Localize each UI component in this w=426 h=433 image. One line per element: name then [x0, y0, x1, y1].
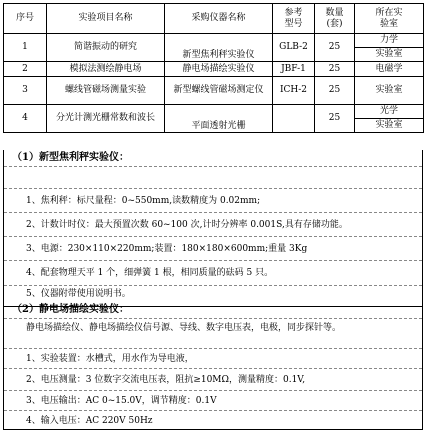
- row-model: GLB-2: [273, 34, 315, 62]
- spec-line: 4、配套物理天平 1 个，细弹簧 1 根，相同质量的砝码 5 只。: [4, 261, 422, 286]
- row-model: JBF-1: [273, 62, 315, 77]
- row-qty: 25: [315, 62, 355, 77]
- spec-line: 5、仪器附带使用说明书。: [26, 289, 131, 299]
- row-project: 分光计测光栅常数和波长: [47, 105, 165, 133]
- header-lab: 所在实 验室: [355, 4, 424, 34]
- header-instrument: 采购仪器名称: [165, 4, 273, 34]
- row-instrument: 新型焦利秤实验仪: [165, 34, 273, 62]
- row-qty: 25: [315, 34, 355, 62]
- row-qty: 25: [315, 105, 355, 133]
- spec-line: 2、电压测量：3 位数字交流电压表，阻抗≥10MΩ，测量精度：0.1V,: [4, 369, 422, 391]
- table-row: [4, 105, 424, 119]
- row-instrument: 静电场描绘实验仪: [165, 62, 273, 77]
- spec-line: 2、计数计时仪：最大预置次数 60~100 次,计时分辨率 0.001S,具有存储功能。: [4, 213, 422, 237]
- header-model: 参考 型号: [273, 4, 315, 34]
- row-no: 1: [4, 34, 47, 62]
- row-model: ICH-2: [273, 77, 315, 105]
- row-lab-a: 电磁学: [355, 62, 424, 77]
- row-no: 4: [4, 105, 47, 133]
- row-lab-b: 实验室: [355, 119, 424, 133]
- section-intro: 静电场描绘仪、静电场描绘仪信号源、导线、数字电压表，电极，同步探针等。: [4, 319, 422, 349]
- row-lab-a: 力学: [355, 34, 424, 48]
- header-qty: 数量 (套): [315, 4, 355, 34]
- row-instrument: 新型螺线管磁场测定仪: [165, 77, 273, 105]
- row-model: [273, 105, 315, 133]
- spec-line: 4、输入电压：AC 220V 50Hz: [26, 416, 153, 426]
- spec-line: 3、电压输出：AC 0~15.0V，调节精度：0.1V: [4, 391, 422, 411]
- spec-line: 1、实验装置：水槽式，用水作为导电液，: [4, 349, 422, 369]
- section-title: （2）静电场描绘实验仪：: [4, 302, 422, 319]
- spec-line: 3、电源：230×110×220mm;装置：180×180×600mm;重量 3Kg: [4, 237, 422, 261]
- spec-line: [4, 167, 422, 189]
- row-no: 2: [4, 62, 47, 77]
- row-project: 模拟法测绘静电场: [47, 62, 165, 77]
- row-no: 3: [4, 77, 47, 105]
- row-lab-b: 实验室: [355, 48, 424, 62]
- row-qty: 25: [315, 77, 355, 105]
- spec-line: 1、焦利秤：标尺量程：0~550mm,读数精度为 0.02mm;: [4, 189, 422, 213]
- section-electrostatic: [3, 302, 423, 430]
- row-lab-a: 实验室: [355, 77, 424, 105]
- section-joly-balance: [3, 150, 423, 307]
- header-project: 实验项目名称: [47, 4, 165, 34]
- table-row: [4, 77, 424, 105]
- procurement-table: [3, 3, 424, 133]
- section-title: （1）新型焦利秤实验仪：: [4, 150, 422, 167]
- row-instrument: 平面透射光栅: [165, 105, 273, 133]
- table-row: [4, 34, 424, 48]
- header-no: 序号: [4, 4, 47, 34]
- table-header-row: [4, 4, 424, 34]
- table-row: [4, 62, 424, 77]
- row-project: 简谐振动的研究: [47, 34, 165, 62]
- row-project: 螺线管磁场测量实验: [47, 77, 165, 105]
- row-lab-a: 光学: [355, 105, 424, 119]
